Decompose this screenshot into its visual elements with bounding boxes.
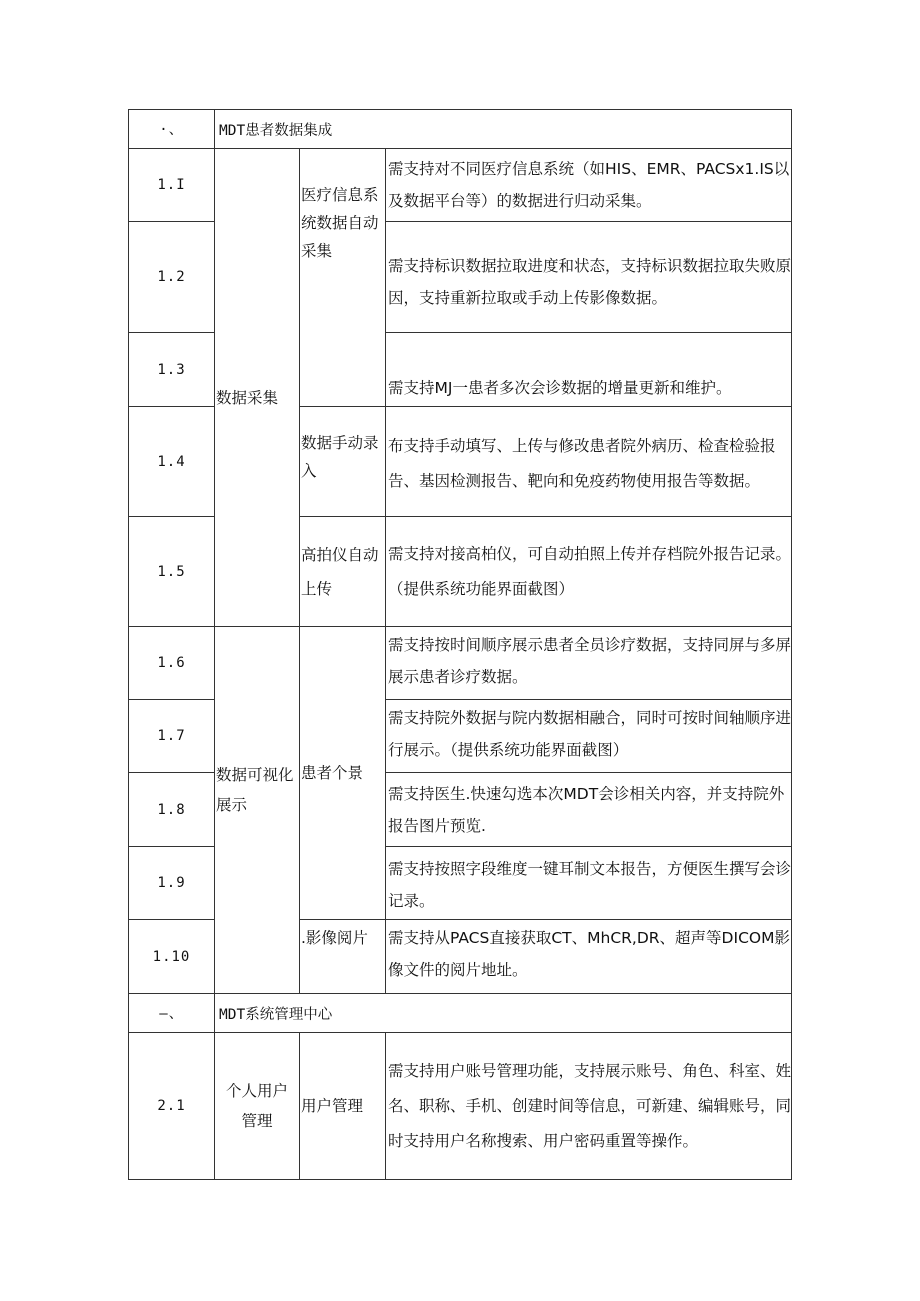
table-row (129, 627, 792, 700)
subgroup-cell-user-admin: 用户管理 (300, 1033, 386, 1180)
requirements-table (128, 109, 792, 1180)
section-header-row (129, 110, 792, 149)
row-number: 1.5 (129, 517, 215, 627)
row-number: 1.10 (129, 920, 215, 994)
requirement-text: 需支持用户账号管理功能，支持展示账号、角色、科室、姓名、职称、手机、创建时间等信息，可新建、编辑账号，同时支持用户名称搜索、用户密码重置等操作。 (386, 1033, 792, 1180)
subgroup-cell-camera-upload: 高拍仪自动上传 (300, 517, 386, 627)
row-number: 1.9 (129, 847, 215, 920)
subgroup-cell-auto-collection: 医疗信息系统数据自动采集 (300, 149, 386, 407)
table-row (129, 149, 792, 222)
requirement-text: 布支持手动填写、上传与修改患者院外病历、检查检验报告、基因检测报告、靶向和免疫药物使用报告等数据。 (386, 407, 792, 517)
subgroup-cell-image-reading: .影像阅片 (300, 920, 386, 994)
requirement-text: 需支持标识数据拉取进度和状态，支持标识数据拉取失败原因，支持重新拉取或手动上传影像数据。 (386, 222, 792, 333)
section-title (215, 994, 792, 1033)
group-cell-user-management: 个人用户管理 (215, 1033, 300, 1180)
row-number: 2.1 (129, 1033, 215, 1180)
requirement-text: 需支持MJ一患者多次会诊数据的增量更新和维护。 (386, 333, 792, 407)
group-cell-data-visualization: 数据可视化展示 (215, 627, 300, 994)
group-cell-data-collection: 数据采集 (215, 149, 300, 627)
section-number: —、 (129, 994, 215, 1033)
row-number: 1.3 (129, 333, 215, 407)
section-header-row (129, 994, 792, 1033)
row-number: 1.7 (129, 700, 215, 773)
subgroup-cell-patient-overview: 患者个景 (300, 627, 386, 920)
section-title-text: 系统管理中心 (245, 1006, 333, 1023)
row-number: 1.6 (129, 627, 215, 700)
requirement-text: 需支持从PACS直接获取CT、MhCR,DR、超声等DICOM影像文件的阅片地址。 (386, 920, 792, 994)
section-title (215, 110, 792, 149)
row-number: 1.8 (129, 773, 215, 847)
requirement-text: 需支持按时间顺序展示患者全员诊疗数据，支持同屏与多屏展示患者诊疗数据。 (386, 627, 792, 700)
table-row (129, 1033, 792, 1180)
row-number: 1.4 (129, 407, 215, 517)
section-number: ·、 (129, 110, 215, 149)
requirement-text: 需支持对接高柏仪，可自动拍照上传并存档院外报告记录。（提供系统功能界面截图） (386, 517, 792, 627)
subgroup-cell-manual-entry: 数据手动录入 (300, 407, 386, 517)
row-number: 1.I (129, 149, 215, 222)
section-title-latin: MDT (219, 122, 246, 139)
requirement-text: 需支持对不同医疗信息系统（如HIS、EMR、PACSx1.IS以及数据平台等）的数据进行归动采集。 (386, 149, 792, 222)
section-title-text: 患者数据集成 (245, 122, 333, 139)
requirement-text: 需支持按照字段维度一键耳制文本报告，方便医生撰写会诊记录。 (386, 847, 792, 920)
row-number: 1.2 (129, 222, 215, 333)
section-title-latin: MDT (219, 1006, 246, 1023)
requirement-text: 需支持医生.快速勾选本次MDT会诊相关内容，并支持院外报告图片预览. (386, 773, 792, 847)
requirement-text: 需支持院外数据与院内数据相融合，同时可按时间轴顺序进行展示。（提供系统功能界面截图） (386, 700, 792, 773)
